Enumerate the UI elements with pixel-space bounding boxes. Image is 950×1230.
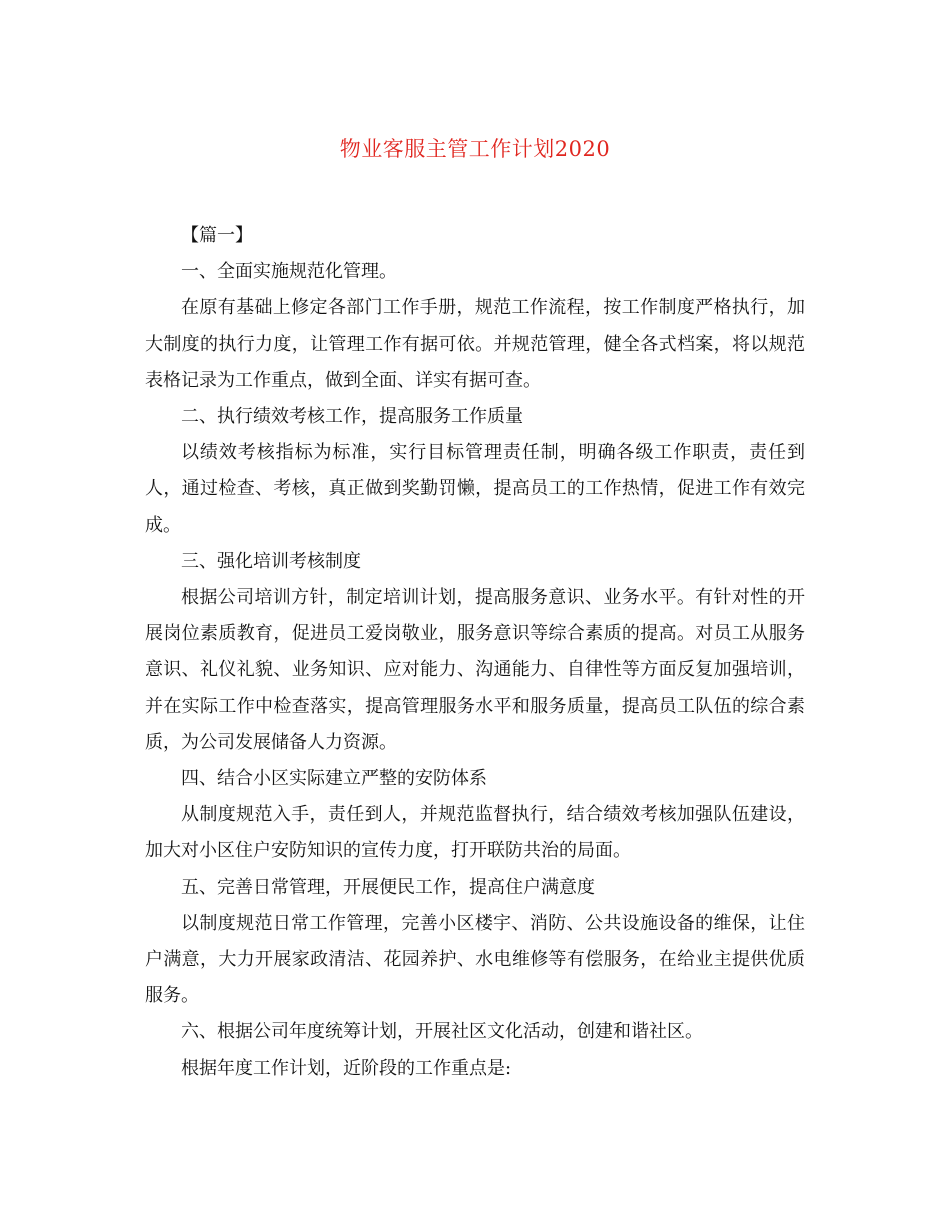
paragraph-2: 以绩效考核指标为标准，实行目标管理责任制，明确各级工作职责，责任到人，通过检查、考核，真正做到奖勤罚懒，提高员工的工作热情，促进工作有效完成。 [145,442,805,536]
paragraph-3: 根据公司培训方针，制定培训计划，提高服务意识、业务水平。有针对性的开展岗位素质教育，促进员工爱岗敬业，服务意识等综合素质的提高。对员工从服务意识、礼仪礼貌、业务知识、应对能力、沟通能力、自律性等方面反复加强培训，并在实际工作中检查落实，提高管理服务水平和服务质量，提高员工队伍的综合素质，为公司发展储备人力资源。 [145,587,805,753]
paragraph-5: 以制度规范日常工作管理，完善小区楼宇、消防、公共设施设备的维保，让住户满意，大力开展家政清洁、花园养护、水电维修等有偿服务，在给业主提供优质服务。 [145,912,805,1007]
paragraph-6: 根据年度工作计划，近阶段的工作重点是: [181,1057,512,1079]
section-heading-2: 二、执行绩效考核工作，提高服务工作质量 [181,406,523,428]
section-heading-1: 一、全面实施规范化管理。 [181,261,397,283]
section-heading-6: 六、根据公司年度统筹计划，开展社区文化活动，创建和谐社区。 [181,1021,703,1043]
section-heading-4: 四、结合小区实际建立严整的安防体系 [181,768,487,790]
paragraph-1: 在原有基础上修定各部门工作手册，规范工作流程，按工作制度严格执行，加大制度的执行力度，让管理工作有据可依。并规范管理，健全各式档案，将以规范表格记录为工作重点，做到全面、详实有据可查。 [145,297,805,391]
section-heading-3: 三、强化培训考核制度 [181,550,361,572]
document-body [145,218,805,1087]
paragraph-4: 从制度规范入手，责任到人，并规范监督执行，结合绩效考核加强队伍建设，加大对小区住户安防知识的宣传力度，打开联防共治的局面。 [145,804,805,862]
document-title: 物业客服主管工作计划2020 [339,137,611,161]
section-heading-pian-yi: 【篇一】 [181,225,253,246]
section-heading-5: 五、完善日常管理，开展便民工作，提高住户满意度 [181,876,595,898]
